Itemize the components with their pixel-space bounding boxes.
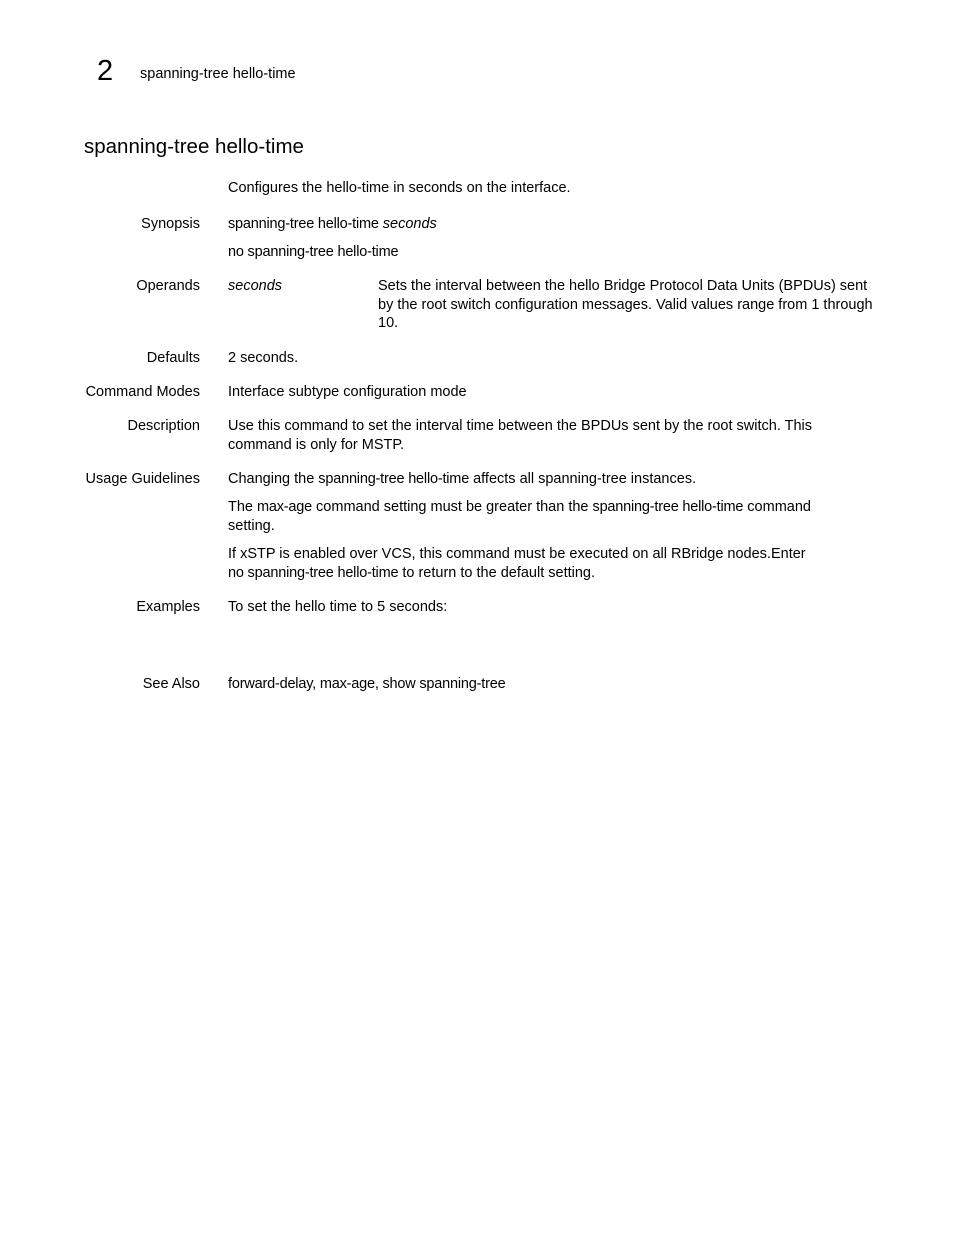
description-label: Description [127,418,200,434]
running-header-title: spanning-tree hello-time [140,66,296,82]
synopsis-argument: seconds [382,216,437,232]
description-line-1: Use this command to set the interval time between the BPDUs sent by the root switch. This [228,418,813,434]
description-line-2: command is only for MSTP. [228,437,405,453]
operand-name: seconds [228,278,283,294]
synopsis-no-command: no spanning-tree hello-time [228,244,399,260]
usage-p3-post: to return to the default setting. [398,565,596,581]
chapter-number: 2 [97,55,114,87]
usage-p1-post: affects all spanning-tree instances. [469,471,697,487]
operand-description: Sets the interval between the hello Bridge Protocol Data Units (BPDUs) sent by the root switch configuration messages. Valid values range from 1 through 10. [378,278,873,331]
usage-p2-command-hello-time: spanning-tree hello-time [592,499,744,515]
intro-text: Configures the hello-time in seconds on the interface. [228,180,571,196]
examples-label: Examples [136,599,200,615]
command-modes-label: Command Modes [85,384,200,400]
usage-guidelines-label: Usage Guidelines [85,471,200,487]
usage-paragraph-3-line-1: If xSTP is enabled over VCS, this command must be executed on all RBridge nodes.Enter [228,546,806,562]
synopsis-command: spanning-tree hello-time [228,216,379,232]
usage-paragraph-3-line-2 [228,564,595,583]
command-modes-text: Interface subtype configuration mode [228,384,467,400]
synopsis-label: Synopsis [141,216,200,232]
operands-label: Operands [136,278,200,294]
usage-p2-mid: command setting must be greater than the [312,499,593,515]
usage-p3-command: no spanning-tree hello-time [228,565,399,581]
defaults-label: Defaults [146,350,200,366]
synopsis-line-1 [228,215,437,234]
usage-p2-command-max-age: max-age [257,499,313,515]
see-also-label: See Also [142,676,200,692]
usage-p1-command: spanning-tree hello-time [318,471,470,487]
usage-paragraph-1 [228,470,696,489]
examples-text: To set the hello time to 5 seconds: [228,599,448,615]
usage-paragraph-2-line-2: setting. [228,518,275,534]
see-also-links: forward-delay, max-age, show spanning-tree [228,676,506,692]
defaults-text: 2 seconds. [228,350,299,366]
page-title: spanning-tree hello-time [84,135,304,158]
usage-p2-post: command [743,499,811,515]
usage-paragraph-2-line-1 [228,498,811,517]
usage-p1-pre: Changing the [228,471,319,487]
usage-p2-pre: The [228,499,258,515]
